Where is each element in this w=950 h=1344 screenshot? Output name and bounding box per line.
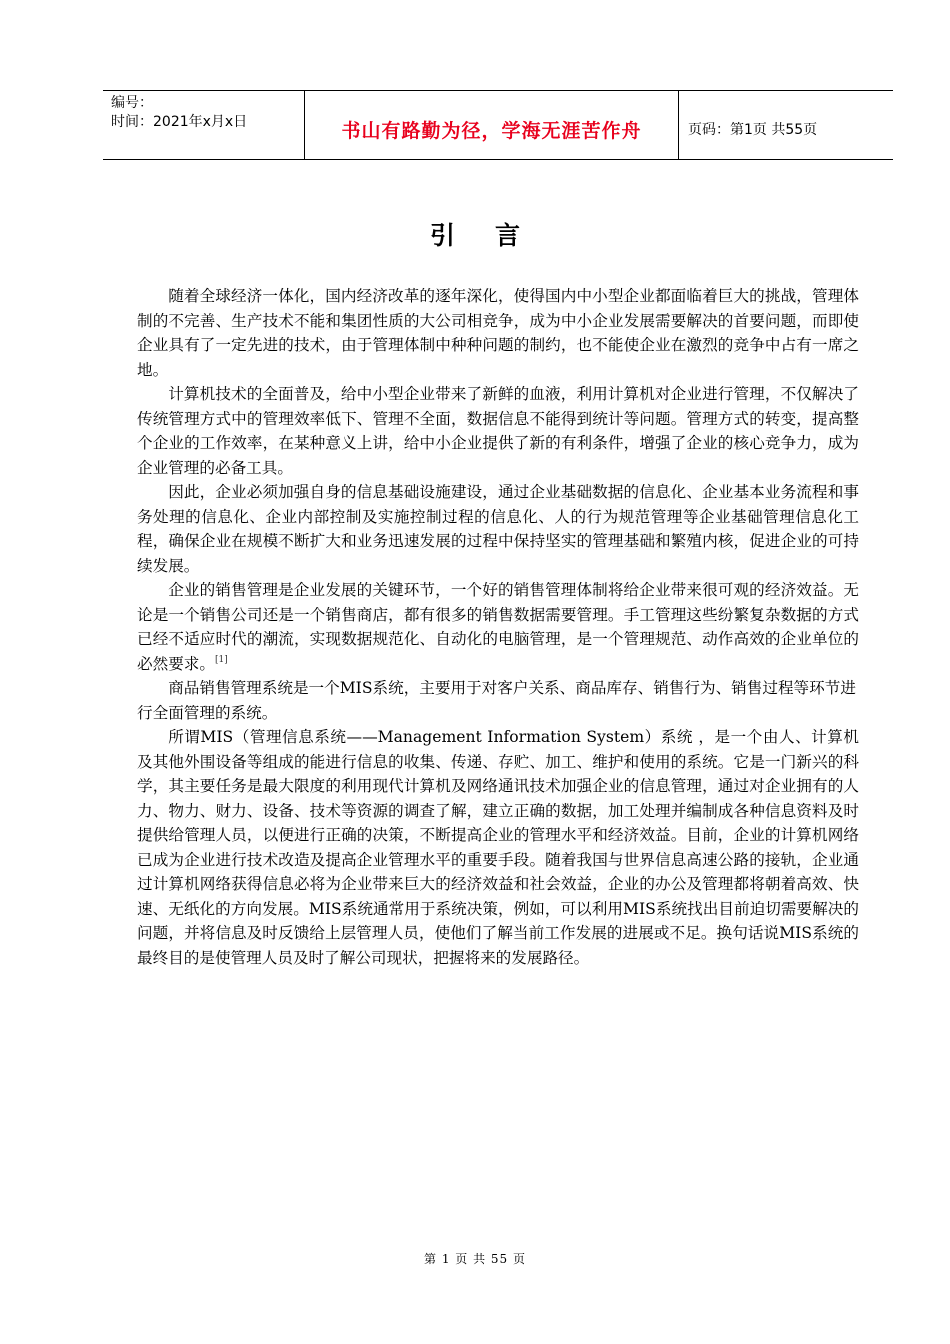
paragraph-5: 商品销售管理系统是一个MIS系统，主要用于对客户关系、商品库存、销售行为、销售过程等环节进行全面管理的系统。 <box>137 679 856 722</box>
body-text <box>137 284 859 970</box>
page-info: 页码：第1页 共55页 <box>688 122 818 138</box>
document-header <box>103 90 893 160</box>
citation-marker: [1] <box>214 654 228 665</box>
paragraph-3: 因此，企业必须加强自身的信息基础设施建设，通过企业基础数据的信息化、企业基本业务流程和事务处理的信息化、企业内部控制及实施控制过程的信息化、人的行为规范管理等企业基础管理信息化工程，确保企业在规模不断扩大和业务迅速发展的过程中保持坚实的管理基础和繁殖内核，促进企业的可持续发展。 <box>137 483 859 575</box>
paragraph-1: 随着全球经济一体化，国内经济改革的逐年深化，使得国内中小型企业都面临着巨大的挑战，管理体制的不完善、生产技术不能和集团性质的大公司相竞争，成为中小企业发展需要解决的首要问题，而即使企业具有了一定先进的技术，由于管理体制中种种问题的制约，也不能使企业在激烈的竞争中占有一席之地。 <box>137 287 859 379</box>
header-meta-cell <box>103 91 304 159</box>
header-page-cell <box>679 91 893 159</box>
header-motto-cell <box>304 91 679 159</box>
time-label: 时间：2021年x月x日 <box>111 114 248 130</box>
motto-text: 书山有路勤为径，学海无涯苦作舟 <box>341 119 642 142</box>
paragraph-4 <box>137 578 859 676</box>
title-char-1: 引 <box>429 221 455 250</box>
paragraph-4-text: 企业的销售管理是企业发展的关键环节，一个好的销售管理体制将给企业带来很可观的经济效益。无论是一个销售公司还是一个销售商店，都有很多的销售数据需要管理。手工管理这些纷繁复杂数据的方式已经不适应时代的潮流，实现数据规范化、自动化的电脑管理，是一个管理规范、动作高效的企业单位的必然要求。 <box>137 581 859 673</box>
paragraph-2: 计算机技术的全面普及，给中小型企业带来了新鲜的血液，利用计算机对企业进行管理，不仅解决了传统管理方式中的管理效率低下、管理不全面，数据信息不能得到统计等问题。管理方式的转变，提高整个企业的工作效率，在某种意义上讲，给中小企业提供了新的有利条件，增强了企业的核心竞争力，成为企业管理的必备工具。 <box>137 385 859 477</box>
page-footer: 第 1 页 共 55 页 <box>424 1252 526 1266</box>
page-title <box>0 216 950 252</box>
number-label: 编号： <box>111 95 153 111</box>
title-char-2: 言 <box>495 221 521 250</box>
paragraph-6: 所谓MIS（管理信息系统——Management Information System）系统 ，是一个由人、计算机及其他外围设备等组成的能进行信息的收集、传递、存贮、加工、维护和使用的系统。它是一门新兴的科学，其主要任务是最大限度的利用现代计算机及网络通讯技术加强企业的信息管理，通过对企业拥有的人力、物力、财力、设备、技术等资源的调查了解，建立正确的数据，加工处理并编制成各种信息资料及时提供给管理人员，以便进行正确的决策，不断提高企业的管理水平和经济效益。目前，企业的计算机网络已成为企业进行技术改造及提高企业管理水平的重要手段。随着我国与世界信息高速公路的接轨，企业通过计算机网络获得信息必将为企业带来巨大的经济效益和社会效益，企业的办公及管理都将朝着高效、快速、无纸化的方向发展。MIS系统通常用于系统决策，例如，可以利用MIS系统找出目前迫切需要解决的问题，并将信息及时反馈给上层管理人员，使他们了解当前工作发展的进展或不足。换句话说MIS系统的最终目的是使管理人员及时了解公司现状，把握将来的发展路径。 <box>137 728 859 967</box>
